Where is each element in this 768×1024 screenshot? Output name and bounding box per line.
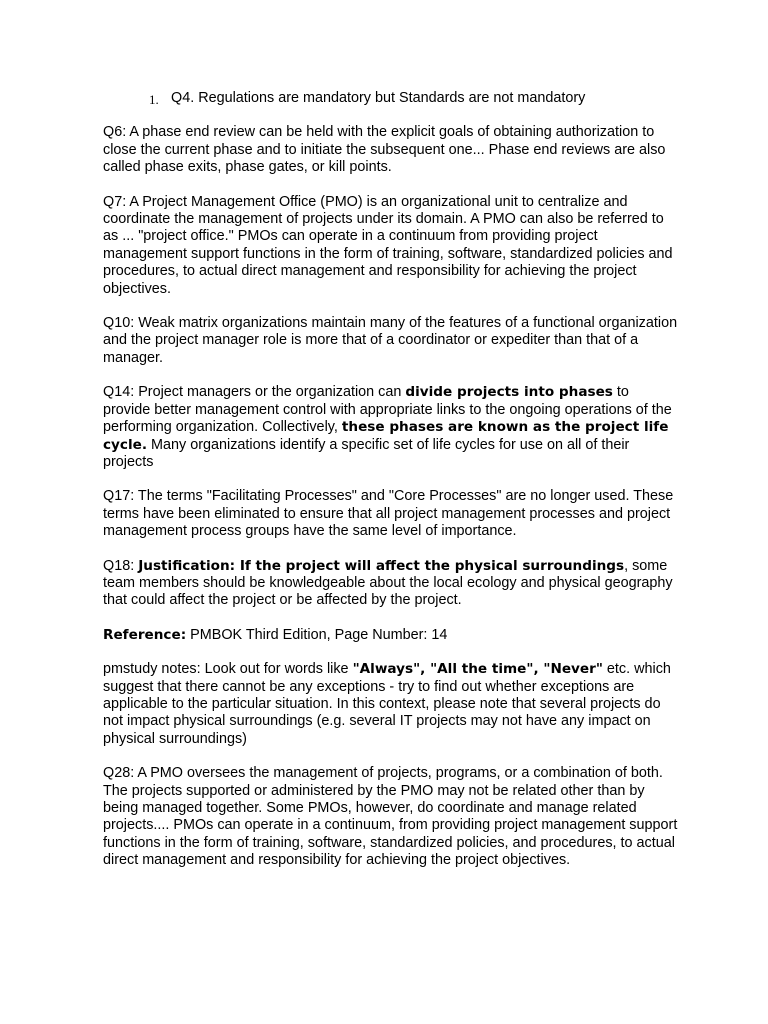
paragraph-q17: Q17: The terms "Facilitating Processes" and "Core Processes" are no longer used. These terms have been eliminated to ensure that all project management processes and project management process groups have the same level of importance. — [103, 488, 674, 540]
paragraph-q18 — [103, 558, 678, 610]
q14-bold-1: divide projects into phases — [405, 384, 613, 401]
q14-text-2: to provide better management control with appropriate links to the ongoing operations of the performing organization. Collectively, — [103, 384, 672, 436]
document-body — [103, 90, 678, 887]
list-marker: 1. — [149, 92, 159, 107]
reference-text: PMBOK Third Edition, Page Number: 14 — [186, 626, 448, 643]
paragraph-pmstudy-notes — [103, 661, 678, 748]
q18-justification: Justification: If the project will affect the physical surroundings — [138, 557, 625, 574]
q14-bold-2: these phases are known as the project life cycle. — [103, 419, 669, 453]
reference-label: Reference: — [103, 626, 187, 643]
q18-text: , some team members should be knowledgeable about the local ecology and physical geography that could affect the project or be affected by the project. — [103, 557, 673, 609]
notes-text-2: etc. which suggest that there cannot be any exceptions - try to find out whether exceptions are applicable to the particular situation. In this context, please note that several projects do not impact physical surroundings (e.g. several IT projects may not have any impact on physical surroundings) — [103, 661, 671, 747]
list-item-text: Q4. Regulations are mandatory but Standards are not mandatory — [171, 90, 586, 106]
paragraph-q28: Q28: A PMO oversees the management of projects, programs, or a combination of both. The projects supported or administered by the PMO may not be related other than by being managed together. Some PMOs, however, do coordinate and manage related projects.... PMOs can operate in a continuum, from providing project management support functions in the form of training, software, standardized policies, and procedures, to actual direct management and responsibility for achieving the project objectives. — [103, 765, 678, 869]
paragraph-q10: Q10: Weak matrix organizations maintain many of the features of a functional organization and the project manager role is more that of a coordinator or expediter than that of a manager. — [103, 315, 678, 366]
notes-text-1: pmstudy notes: Look out for words like — [103, 661, 353, 678]
q14-text-1: Q14: Project managers or the organization can — [103, 384, 406, 401]
list-item-q4 — [149, 90, 678, 108]
paragraph-q6: Q6: A phase end review can be held with the explicit goals of obtaining authorization to close the current phase and to initiate the subsequent one... Phase end reviews are also called phase exits, phase gates, or kill points. — [103, 124, 666, 176]
paragraph-reference — [103, 627, 678, 644]
paragraph-q14 — [103, 384, 678, 471]
q14-text-3: Many organizations identify a specific set of life cycles for use on all of their projects — [103, 436, 630, 470]
notes-bold-words: "Always", "All the time", "Never" — [352, 661, 603, 678]
q18-prefix: Q18: — [103, 557, 139, 574]
paragraph-q7: Q7: A Project Management Office (PMO) is an organizational unit to centralize and coordinate the management of projects under its domain. A PMO can also be referred to as ... "project office." PMOs can operate in a continuum from providing project management support functions in the form of training, software, standardized policies and procedures, to actual direct management and responsibility for achieving the project objectives. — [103, 193, 673, 297]
